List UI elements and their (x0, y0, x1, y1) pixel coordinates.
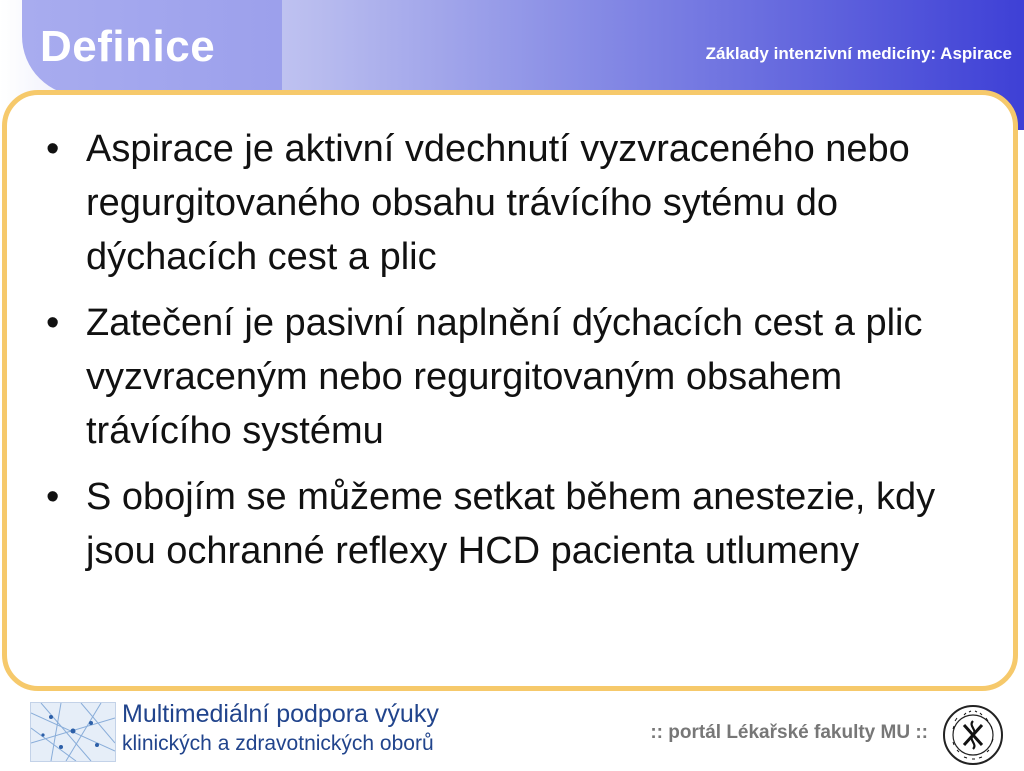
list-item (40, 296, 990, 458)
bullet-text: S obojím se můžeme setkat během anestezie, kdy jsou ochranné reflexy HCD pacienta utlumeny (86, 476, 936, 572)
network-logo-icon (30, 702, 116, 762)
faculty-seal-icon (942, 704, 1004, 766)
bullet-text: Zatečení je pasivní naplnění dýchacích cest a plic vyzvraceným nebo regurgitovaným obsahem trávícího systému (86, 302, 923, 452)
slide-subtitle: Základy intenzivní medicíny: Aspirace (705, 44, 1012, 63)
list-item (40, 122, 990, 284)
bullet-text: Aspirace je aktivní vdechnutí vyzvraceného nebo regurgitovaného obsahu trávícího sytému do dýchacích cest a plic (86, 128, 910, 278)
portal-label: :: portál Lékařské fakulty MU :: (650, 722, 928, 743)
project-title-line2: klinických a zdravotnických oborů (122, 732, 434, 755)
bullet-icon: • (46, 302, 60, 344)
bullet-list (40, 122, 990, 590)
project-title-line1: Multimediální podpora výuky (122, 700, 439, 728)
bullet-icon: • (46, 476, 60, 518)
list-item (40, 470, 990, 578)
bullet-icon: • (46, 128, 60, 170)
page-title: Definice (40, 22, 216, 71)
slide-footer (0, 696, 1024, 768)
